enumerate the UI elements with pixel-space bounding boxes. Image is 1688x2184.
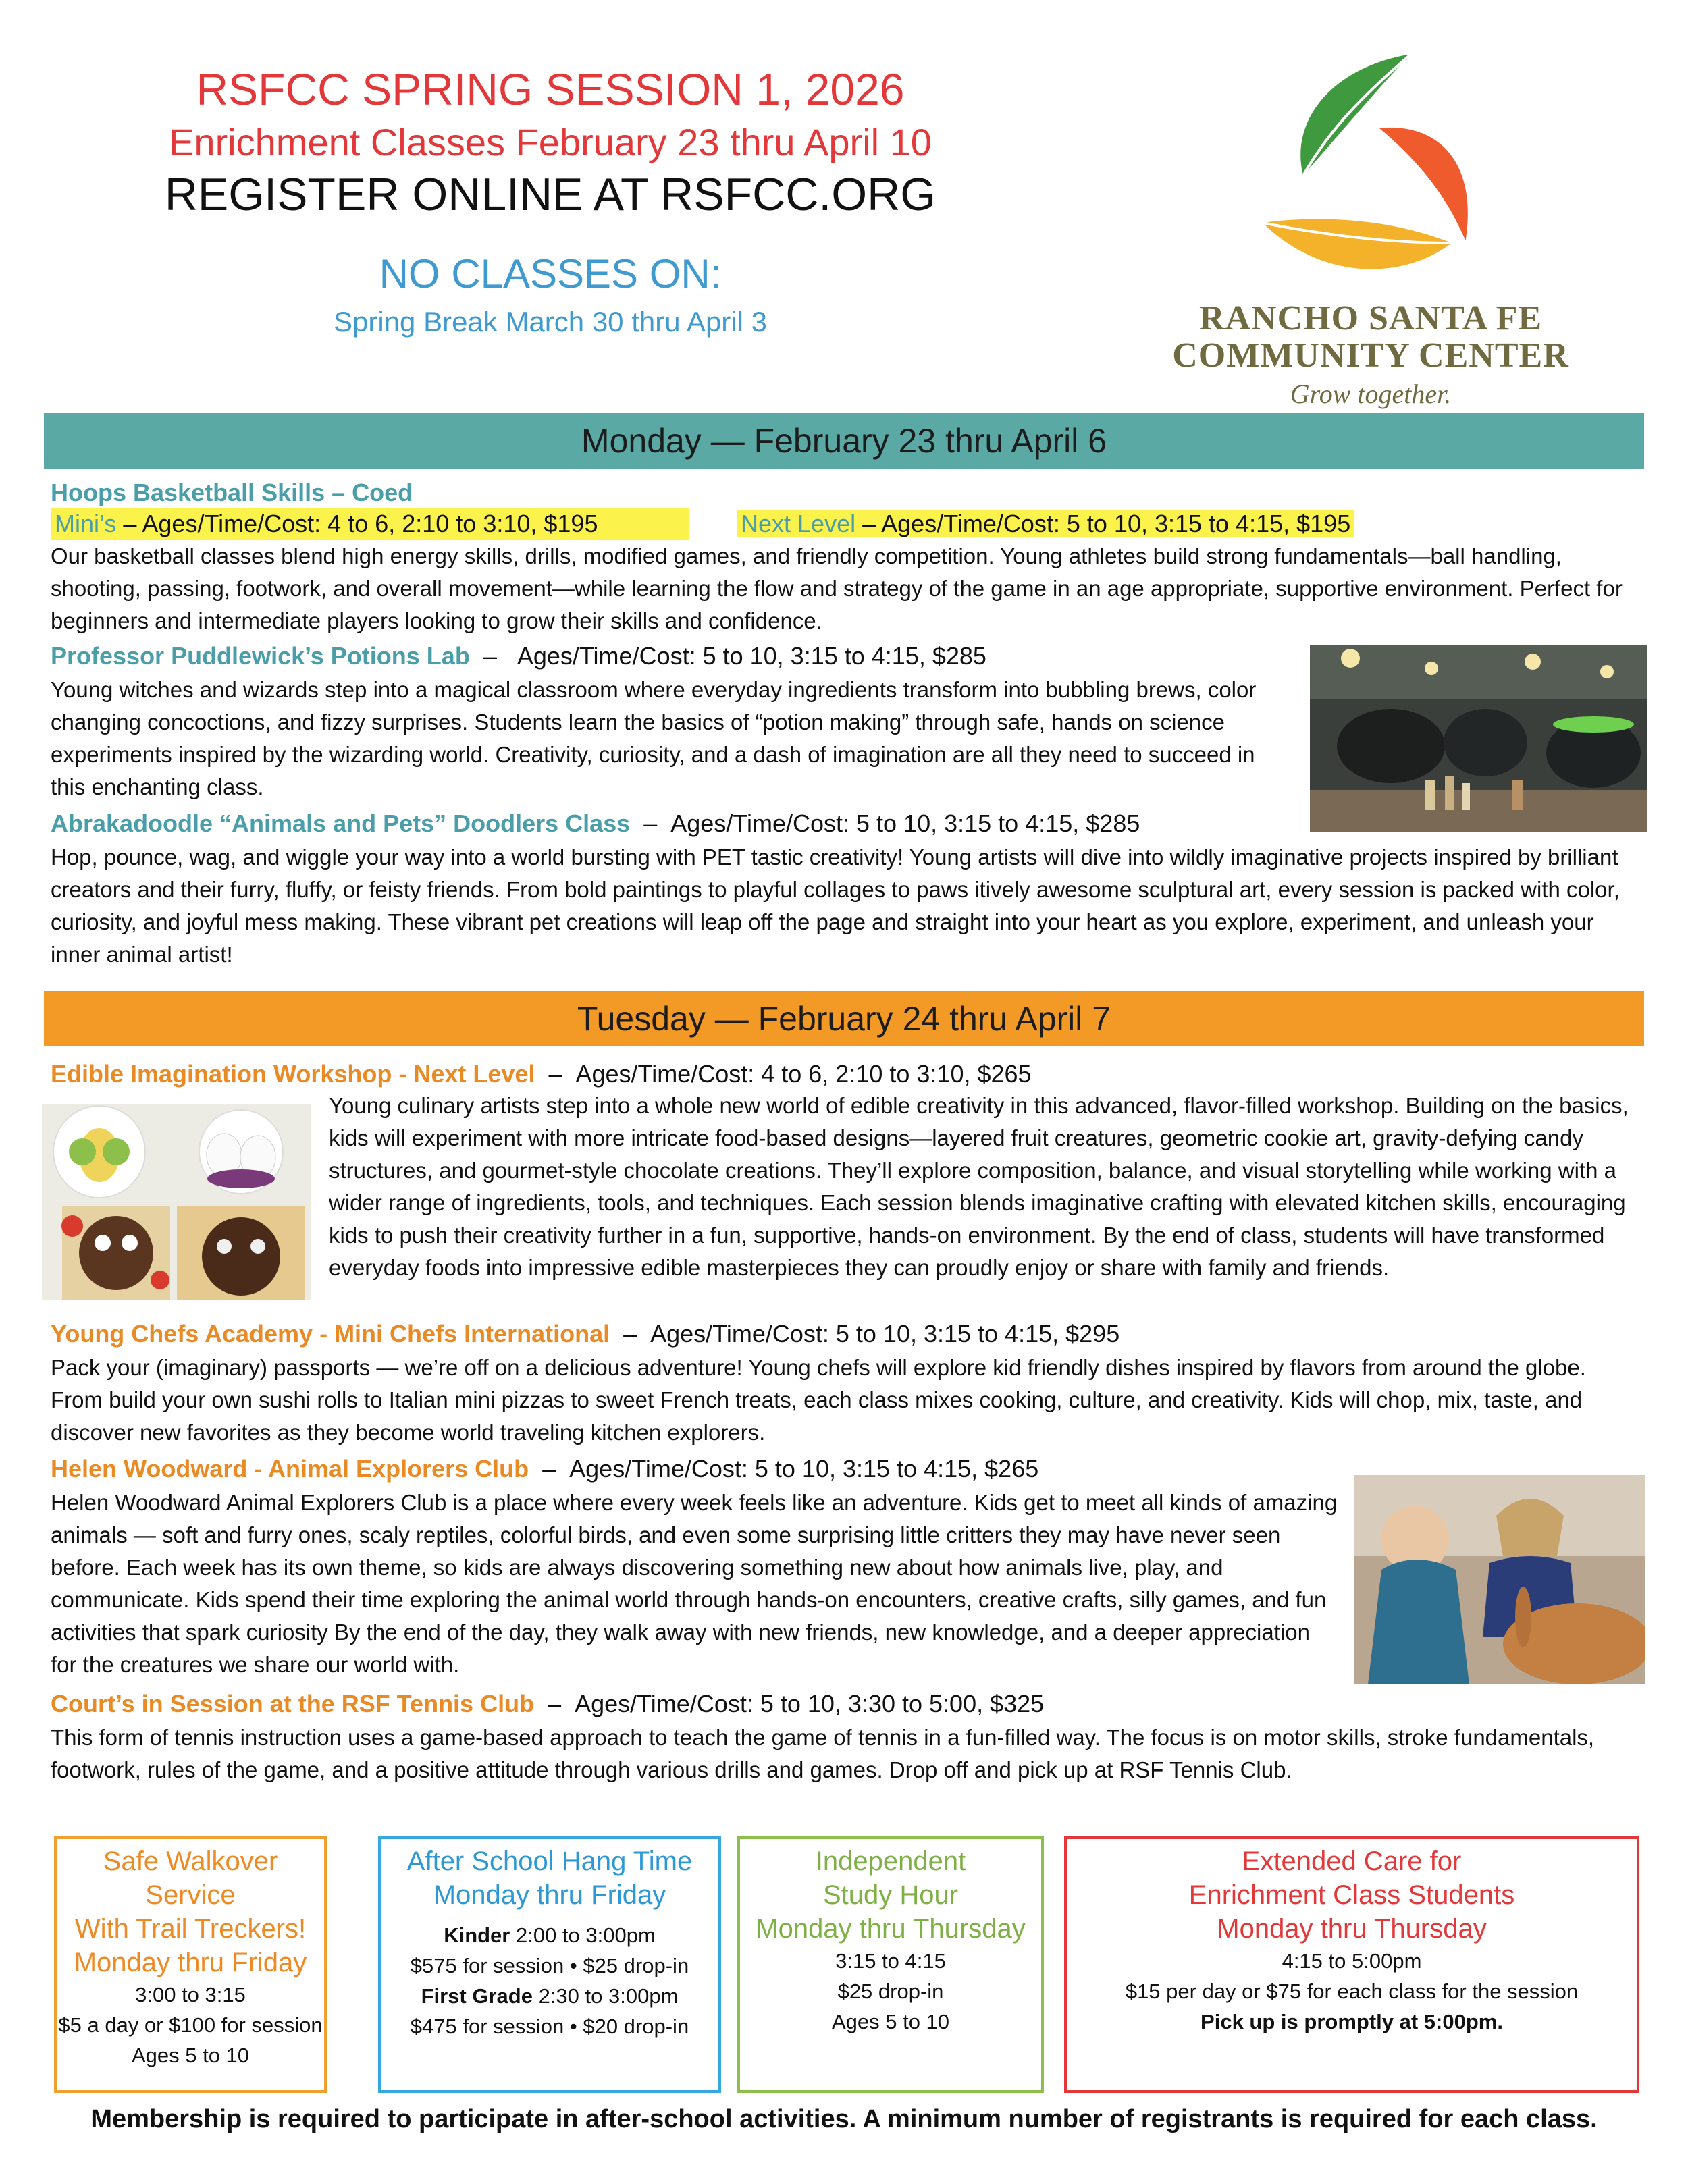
rsfcc-logo — [1141, 41, 1600, 409]
no-classes-heading: NO CLASSES ON: — [379, 250, 722, 296]
tennis-description: This form of tennis instruction uses a game-based approach to teach the game of tennis in a fun-filled way. The focus is on motor skills, stroke fundamentals, footwork, rules of the game, and a positive attitude through various drills and games. Drop off and pick up at RSF Tennis Club. — [51, 1725, 1595, 1782]
potions-heading: Professor Puddlewick’s Potions Lab – Ages/Time/Cost: 5 to 10, 3:15 to 4:15, $285 — [51, 642, 986, 670]
edible-description: Young culinary artists step into a whole new world of edible creativity in this advanced, flavor-filled workshop. Building on the basics, kids will experiment with more intricate food-based designs—layered fruit creatures, geometric cookie art, gravity-defying candy structures, and gourmet-style chocolate creations. They’ll explore composition, balance, and visual storytelling while working with a wider range of ingredients, tools, and techniques. Each session blends imaginative crafting with elevated kitchen skills, encouraging kids to push their creativity further in a fun, supportive, hands-on environment. By the end of class, students will have transformed everyday foods into impressive edible masterpieces they can proudly enjoy or share with family and friends. — [329, 1093, 1629, 1280]
logo-name: RANCHO SANTA FE COMMUNITY CENTER — [1172, 299, 1569, 375]
hoops-description: Our basketball classes blend high energy skills, drills, modified games, and friendly competition. Young athletes build strong fundamentals—ball handling, shooting, passing, footwork, and overall movement—while learning the flow and strategy of the game in an age appropriate, supportive environment. Perfect for beginners and intermediate players looking to grow their skills and confidence. — [51, 543, 1623, 633]
doodles-heading: Abrakadoodle “Animals and Pets” Doodlers Class – Ages/Time/Cost: 5 to 10, 3:15 to 4:15, $285 — [51, 809, 1140, 837]
chefs-heading: Young Chefs Academy - Mini Chefs International – Ages/Time/Cost: 5 to 10, 3:15 to 4:15, $295 — [51, 1320, 1120, 1348]
monday-banner: Monday — February 23 thru April 6 — [44, 413, 1644, 469]
animals-photo — [1354, 1475, 1645, 1684]
membership-notice: Membership is required to participate in after-school activities. A minimum number of registrants is required for each class. — [90, 2105, 1598, 2133]
minis-pricing: Mini’s – Ages/Time/Cost: 4 to 6, 2:10 to 3:10, $195 — [51, 508, 689, 540]
register-online: REGISTER ONLINE AT RSFCC.ORG — [164, 169, 937, 221]
animals-heading: Helen Woodward - Animal Explorers Club – Ages/Time/Cost: 5 to 10, 3:15 to 4:15, $265 — [51, 1455, 1039, 1483]
flyer-header — [88, 64, 1013, 340]
logo-tagline: Grow together. — [1290, 379, 1452, 409]
session-dates: Enrichment Classes February 23 thru April 10 — [169, 120, 932, 163]
extended-care-box: Extended Care for Enrichment Class Students Monday thru Thursday 4:15 to 5:00pm $15 per day or $75 for each class for the session Pick up is promptly at 5:00pm. — [1064, 1836, 1639, 2093]
edible-photo — [42, 1104, 311, 1300]
hoops-pricing — [51, 508, 1644, 540]
tuesday-banner: Tuesday — February 24 thru April 7 — [44, 991, 1644, 1046]
next-level-pricing: Next Level – Ages/Time/Cost: 5 to 10, 3:15 to 4:15, $195 — [737, 510, 1354, 537]
walkover-service-box: Safe Walkover Service With Trail Treckers! Monday thru Friday 3:00 to 3:15 $5 a day or $100 for session Ages 5 to 10 — [54, 1836, 327, 2093]
kinder-time: Kinder 2:00 to 3:00pm — [444, 1923, 656, 1947]
hoops-title: Hoops Basketball Skills – Coed — [51, 479, 413, 506]
doodles-description: Hop, pounce, wag, and wiggle your way into a world bursting with PET tastic creativity! Young artists will dive into wildly imaginative projects inspired by brilliant creators and their furry, fluffy, or feisty friends. From bold paintings to playful collages to paws itively awesome sculptural art, every session is packed with color, curiosity, and joyful mess making. These vibrant pet creations will leap off the page and straight into your heart as you explore, experiment, and unleash your inner animal artist! — [51, 845, 1620, 967]
potions-description: Young witches and wizards step into a magical classroom where everyday ingredients transform into bubbling brews, color changing concoctions, and fizzy surprises. Students learn the basics of “potion making” through safe, hands on science experiments inspired by the wizarding world. Creativity, curiosity, and a dash of imagination are all they need to succeed in this enchanting class. — [51, 677, 1257, 799]
potions-photo — [1310, 645, 1647, 832]
edible-heading: Edible Imagination Workshop - Next Level – Ages/Time/Cost: 4 to 6, 2:10 to 3:10, $265 — [51, 1060, 1032, 1088]
leaves-logo-icon — [1249, 41, 1492, 297]
tennis-heading: Court’s in Session at the RSF Tennis Club – Ages/Time/Cost: 5 to 10, 3:30 to 5:00, $325 — [51, 1690, 1045, 1717]
animals-description: Helen Woodward Animal Explorers Club is a place where every week feels like an adventure. Kids get to meet all kinds of amazing animals — soft and furry ones, scaly reptiles, colorful birds, and even some surprising little critters they may have never seen before. Each week has its own theme, so kids are always discovering something new about how animals live, play, and communicate. Kids spend their time exploring the animal world through hands-on encounters, creative crafts, silly games, and fun activities that spark curiosity By the end of the day, they walk away with new friends, new knowledge, and a deeper appreciation for the creatures we share our world with. — [51, 1490, 1338, 1677]
study-hour-box: Independent Study Hour Monday thru Thursday 3:15 to 4:15 $25 drop-in Ages 5 to 10 — [737, 1836, 1044, 2093]
first-grade-time: First Grade 2:30 to 3:00pm — [421, 1984, 679, 2008]
hang-time-box: After School Hang Time Monday thru Friday Kinder 2:00 to 3:00pm $575 for session • $25 drop-in First Grade 2:30 to 3:00pm $475 for session • $20 drop-in — [378, 1836, 721, 2093]
chefs-description: Pack your (imaginary) passports — we’re off on a delicious adventure! Young chefs will explore kid friendly dishes inspired by flavors from around the globe. From build your own sushi rolls to Italian mini pizzas to sweet French treats, each class mixes cooking, culture, and creativity. Kids will chop, mix, taste, and discover new favorites as they become world traveling kitchen explorers. — [51, 1355, 1586, 1445]
session-title: RSFCC SPRING SESSION 1, 2026 — [196, 64, 905, 114]
spring-break-dates: Spring Break March 30 thru April 3 — [334, 305, 767, 338]
